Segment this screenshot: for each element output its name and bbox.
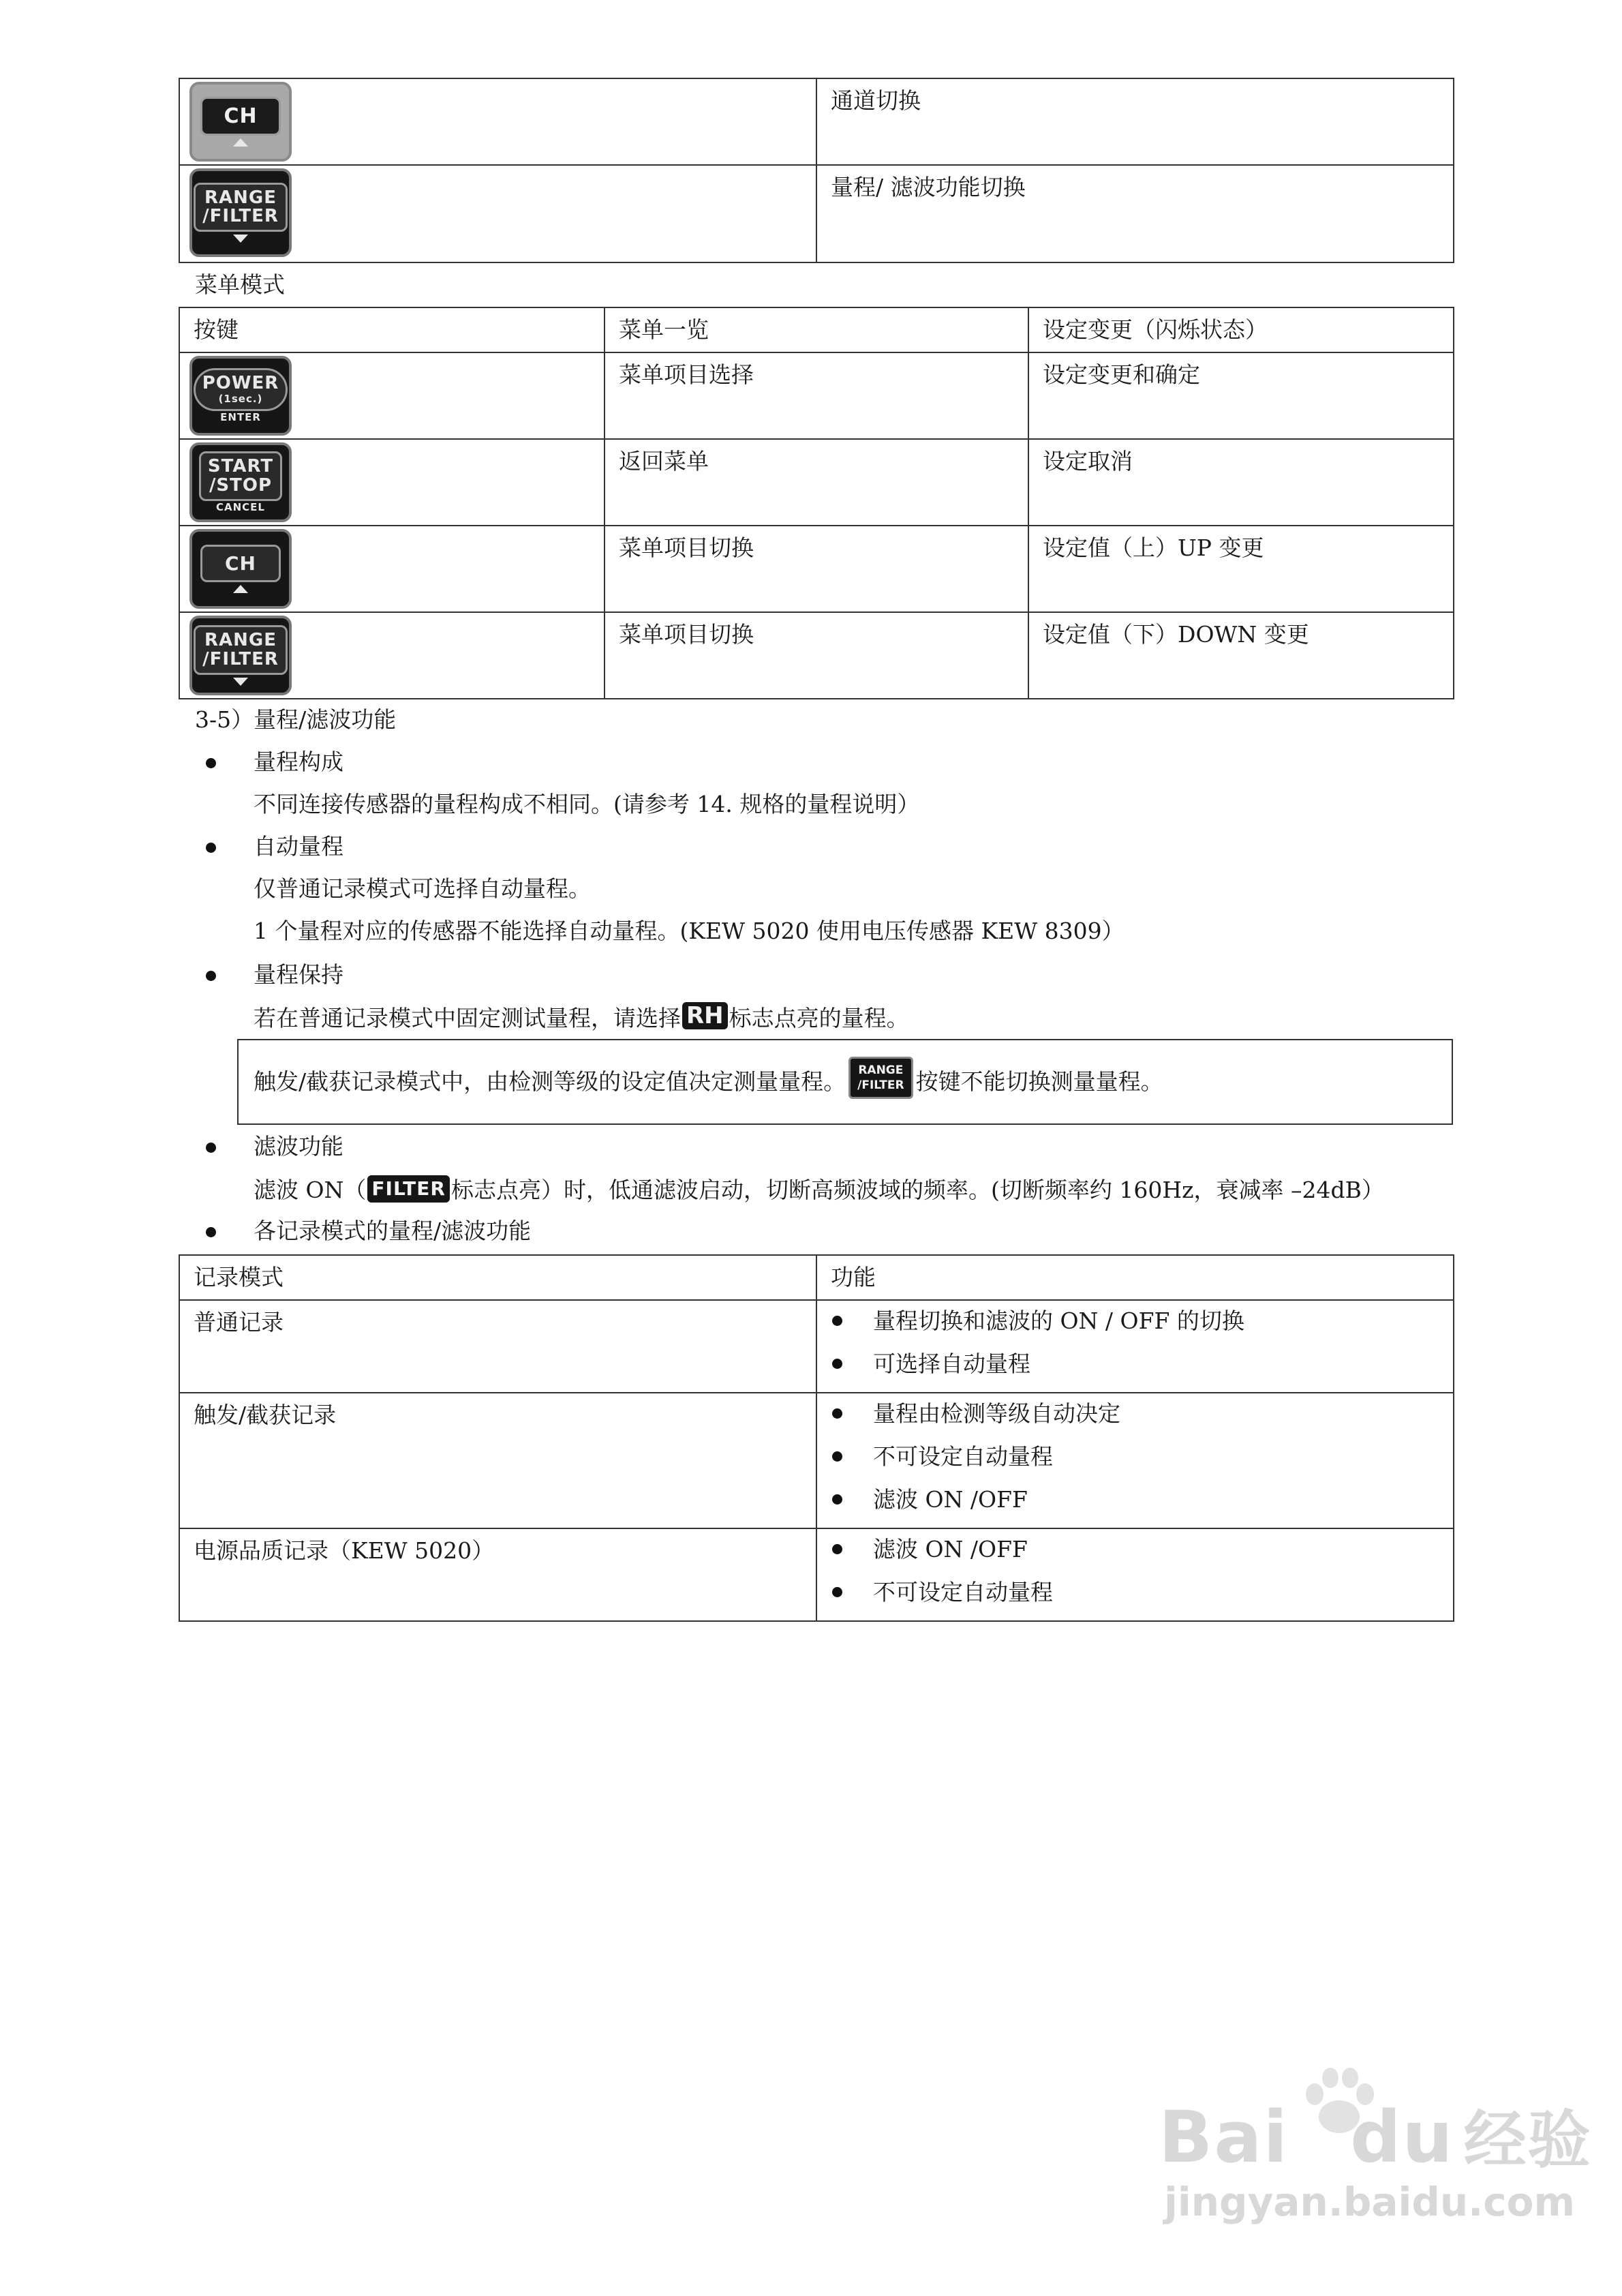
range-mini-line2: /FILTER <box>857 1078 904 1092</box>
key-cell <box>179 352 605 439</box>
table-header: 菜单一览 <box>605 307 1028 352</box>
note-text-after: 按键不能切换测量量程。 <box>915 1068 1163 1095</box>
key-cell <box>179 78 816 165</box>
function-cell <box>816 1528 1454 1621</box>
key-sub-label: (1sec.) <box>218 393 263 406</box>
range-hold-text-after: 标志点亮的量程。 <box>729 1005 909 1031</box>
function-cell: 量程/ 滤波功能切换 <box>816 165 1454 262</box>
filter-title: 滤波功能 <box>254 1133 343 1160</box>
mode-table <box>179 1254 1454 1622</box>
table-header: 功能 <box>816 1255 1454 1300</box>
range-hold-text <box>254 1003 909 1033</box>
range-config-text: 不同连接传感器的量程构成不相同。(请参考 14. 规格的量程说明） <box>254 791 920 817</box>
range-filter-key-icon <box>189 616 292 695</box>
rh-indicator-icon: RH <box>682 1002 728 1029</box>
key-cell <box>179 612 605 699</box>
power-key-icon <box>189 356 292 436</box>
table-cell: 菜单项目选择 <box>605 352 1028 439</box>
top-key-table <box>179 78 1454 263</box>
menu-mode-title: 菜单模式 <box>195 271 285 298</box>
list-item: 可选择自动量程 <box>817 1349 1453 1392</box>
bullet-icon <box>832 1359 842 1369</box>
note-text <box>254 1062 1163 1104</box>
list-item: 滤波 ON /OFF <box>817 1535 1453 1577</box>
bullet-icon <box>206 843 216 853</box>
bullet-icon <box>832 1587 842 1597</box>
range-filter-key-icon <box>189 168 292 257</box>
key-cell <box>179 439 605 526</box>
range-hold-text-before: 若在普通记录模式中固定测试量程，请选择 <box>254 1005 681 1031</box>
key-bottom-label: CANCEL <box>216 500 265 513</box>
bullet-icon <box>206 1227 216 1237</box>
auto-range-title: 自动量程 <box>254 833 343 860</box>
key-label: RANGE /FILTER <box>194 183 288 232</box>
table-header: 记录模式 <box>179 1255 816 1300</box>
key-cell <box>179 165 816 262</box>
section-heading: 3-5）量程/滤波功能 <box>195 706 397 733</box>
up-arrow-icon <box>233 585 248 593</box>
function-cell <box>816 1300 1454 1393</box>
list-item: 滤波 ON /OFF <box>817 1485 1453 1528</box>
start-stop-key-icon <box>189 442 292 522</box>
list-item: 不可设定自动量程 <box>817 1577 1453 1620</box>
table-header: 设定变更（闪烁状态） <box>1028 307 1454 352</box>
table-cell: 设定值（下）DOWN 变更 <box>1028 612 1454 699</box>
table-cell: 设定取消 <box>1028 439 1454 526</box>
note-text-before: 触发/截获记录模式中，由检测等级的设定值决定测量量程。 <box>254 1068 846 1095</box>
up-arrow-icon <box>233 138 248 147</box>
range-mini-line1: RANGE <box>858 1063 904 1077</box>
list-item: 量程切换和滤波的 ON / OFF 的切换 <box>817 1306 1453 1349</box>
key-label: RANGE /FILTER <box>194 625 288 675</box>
filter-text-after: 标志点亮）时，低通滤波启动，切断高频波域的频率。(切断频率约 160Hz，衰减率 –24dB） <box>450 1177 1384 1203</box>
auto-range-line2: 1 个量程对应的传感器不能选择自动量程。(KEW 5020 使用电压传感器 KEW 8309） <box>254 918 1124 944</box>
range-hold-title: 量程保持 <box>254 961 343 988</box>
bullet-icon <box>206 758 216 768</box>
bullet-icon <box>206 971 216 981</box>
table-cell: 设定值（上）UP 变更 <box>1028 526 1454 612</box>
ch-key-icon <box>189 82 292 162</box>
list-item: 不可设定自动量程 <box>817 1442 1453 1485</box>
modes-title: 各记录模式的量程/滤波功能 <box>254 1218 532 1244</box>
function-cell: 通道切换 <box>816 78 1454 165</box>
bullet-icon <box>832 1494 842 1505</box>
filter-text <box>254 1175 1384 1205</box>
filter-indicator-icon: FILTER <box>367 1175 450 1203</box>
filter-text-before: 滤波 ON（ <box>254 1177 367 1203</box>
key-bottom-label: ENTER <box>220 411 261 424</box>
function-cell <box>816 1393 1454 1528</box>
range-config-title: 量程构成 <box>254 749 343 775</box>
ch-key-icon <box>189 529 292 609</box>
key-label: START /STOP <box>199 451 282 501</box>
bullet-icon <box>832 1544 842 1554</box>
menu-mode-table <box>179 307 1454 699</box>
key-label: POWER <box>202 373 279 394</box>
table-cell: 菜单项目切换 <box>605 612 1028 699</box>
table-cell: 菜单项目切换 <box>605 526 1028 612</box>
watermark-brand: Bai du 经验 <box>1159 2096 1592 2179</box>
bullet-icon <box>832 1408 842 1419</box>
key-label: CH <box>200 97 281 136</box>
table-cell: 设定变更和确定 <box>1028 352 1454 439</box>
mode-cell: 触发/截获记录 <box>179 1393 816 1528</box>
key-cell <box>179 526 605 612</box>
bullet-icon <box>832 1451 842 1462</box>
down-arrow-icon <box>233 678 248 686</box>
auto-range-line1: 仅普通记录模式可选择自动量程。 <box>254 875 591 902</box>
range-filter-key-icon <box>848 1057 913 1099</box>
table-header: 按键 <box>179 307 605 352</box>
mode-cell: 普通记录 <box>179 1300 816 1393</box>
watermark-url: jingyan.baidu.com <box>1164 2179 1575 2225</box>
key-label: CH <box>200 545 281 582</box>
down-arrow-icon <box>233 235 248 243</box>
table-cell: 返回菜单 <box>605 439 1028 526</box>
list-item: 量程由检测等级自动决定 <box>817 1399 1453 1442</box>
bullet-icon <box>832 1316 842 1326</box>
mode-cell: 电源品质记录（KEW 5020） <box>179 1528 816 1621</box>
bullet-icon <box>206 1143 216 1153</box>
